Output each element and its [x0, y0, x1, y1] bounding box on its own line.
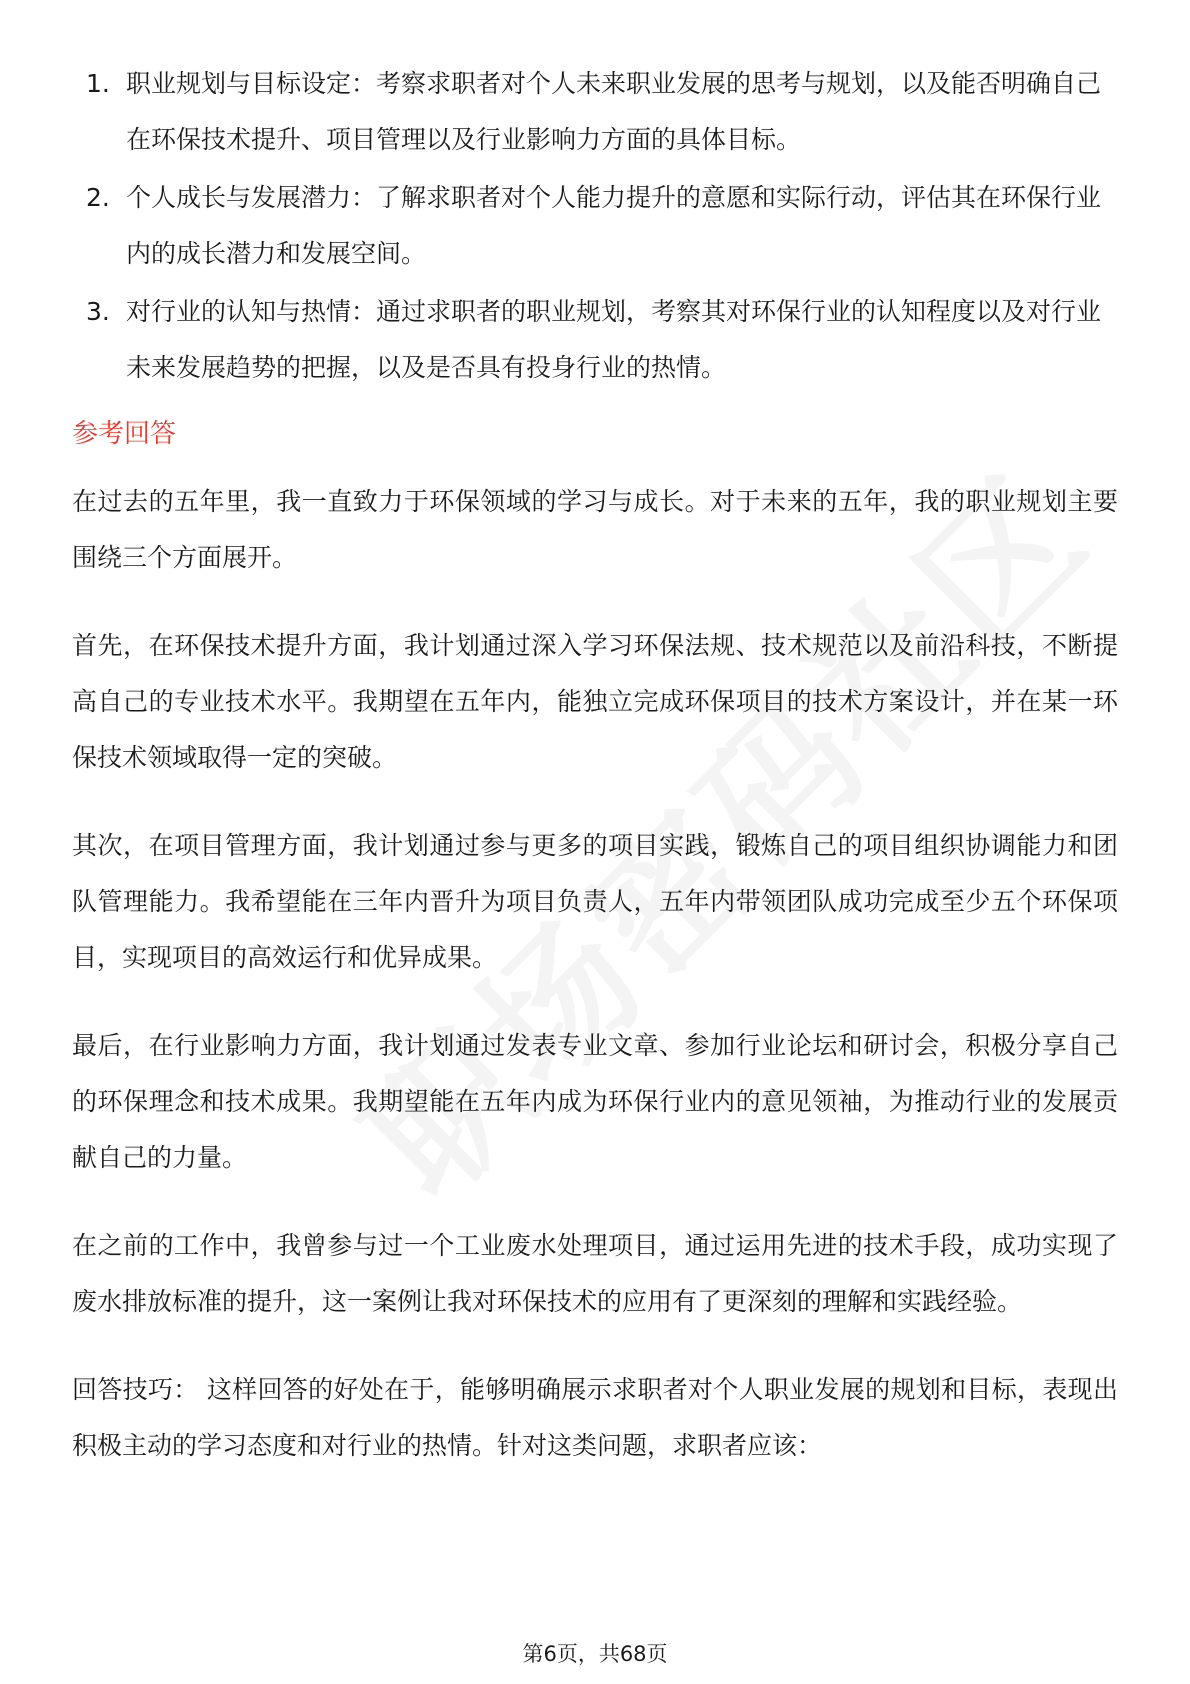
list-item: [72, 284, 1118, 396]
list-item: [72, 170, 1118, 282]
list-item-number: 2.: [86, 183, 110, 212]
answer-paragraph: 首先，在环保技术提升方面，我计划通过深入学习环保法规、技术规范以及前沿科技，不断提高自己的专业技术水平。我期望在五年内，能独立完成环保项目的技术方案设计，并在某一环保技术领域取得一定的突破。: [72, 631, 1118, 772]
answer-paragraph: 其次，在项目管理方面，我计划通过参与更多的项目实践，锻炼自己的项目组织协调能力和团队管理能力。我希望能在三年内晋升为项目负责人，五年内带领团队成功完成至少五个环保项目，实现项目的高效运行和优异成果。: [72, 831, 1118, 972]
criteria-list: [72, 56, 1118, 396]
list-item-text: 个人成长与发展潜力：了解求职者对个人能力提升的意愿和实际行动，评估其在环保行业内的成长潜力和发展空间。: [126, 183, 1102, 268]
answer-paragraph: 在之前的工作中，我曾参与过一个工业废水处理项目，通过运用先进的技术手段，成功实现了废水排放标准的提升，这一案例让我对环保技术的应用有了更深刻的理解和实践经验。: [72, 1231, 1118, 1316]
reference-answer-heading: 参考回答: [72, 419, 177, 449]
list-item-number: 3.: [86, 297, 110, 326]
answer-paragraph: 最后，在行业影响力方面，我计划通过发表专业文章、参加行业论坛和研讨会，积极分享自己的环保理念和技术成果。我期望能在五年内成为环保行业内的意见领袖，为推动行业的发展贡献自己的力量。: [72, 1031, 1118, 1172]
answer-paragraph: 在过去的五年里，我一直致力于环保领域的学习与成长。对于未来的五年，我的职业规划主要围绕三个方面展开。: [72, 487, 1118, 572]
page-content: [72, 56, 1118, 1506]
page-number: 第6页，共68页: [522, 1642, 668, 1666]
list-item-number: 1.: [86, 69, 110, 98]
list-item: [72, 56, 1118, 168]
list-item-text: 对行业的认知与热情：通过求职者的职业规划，考察其对环保行业的认知程度以及对行业未来发展趋势的把握，以及是否具有投身行业的热情。: [126, 297, 1102, 382]
list-item-text: 职业规划与目标设定：考察求职者对个人未来职业发展的思考与规划，以及能否明确自己在环保技术提升、项目管理以及行业影响力方面的具体目标。: [126, 69, 1102, 154]
answer-tips-paragraph: 回答技巧： 这样回答的好处在于，能够明确展示求职者对个人职业发展的规划和目标，表现出积极主动的学习态度和对行业的热情。针对这类问题，求职者应该：: [72, 1375, 1118, 1460]
